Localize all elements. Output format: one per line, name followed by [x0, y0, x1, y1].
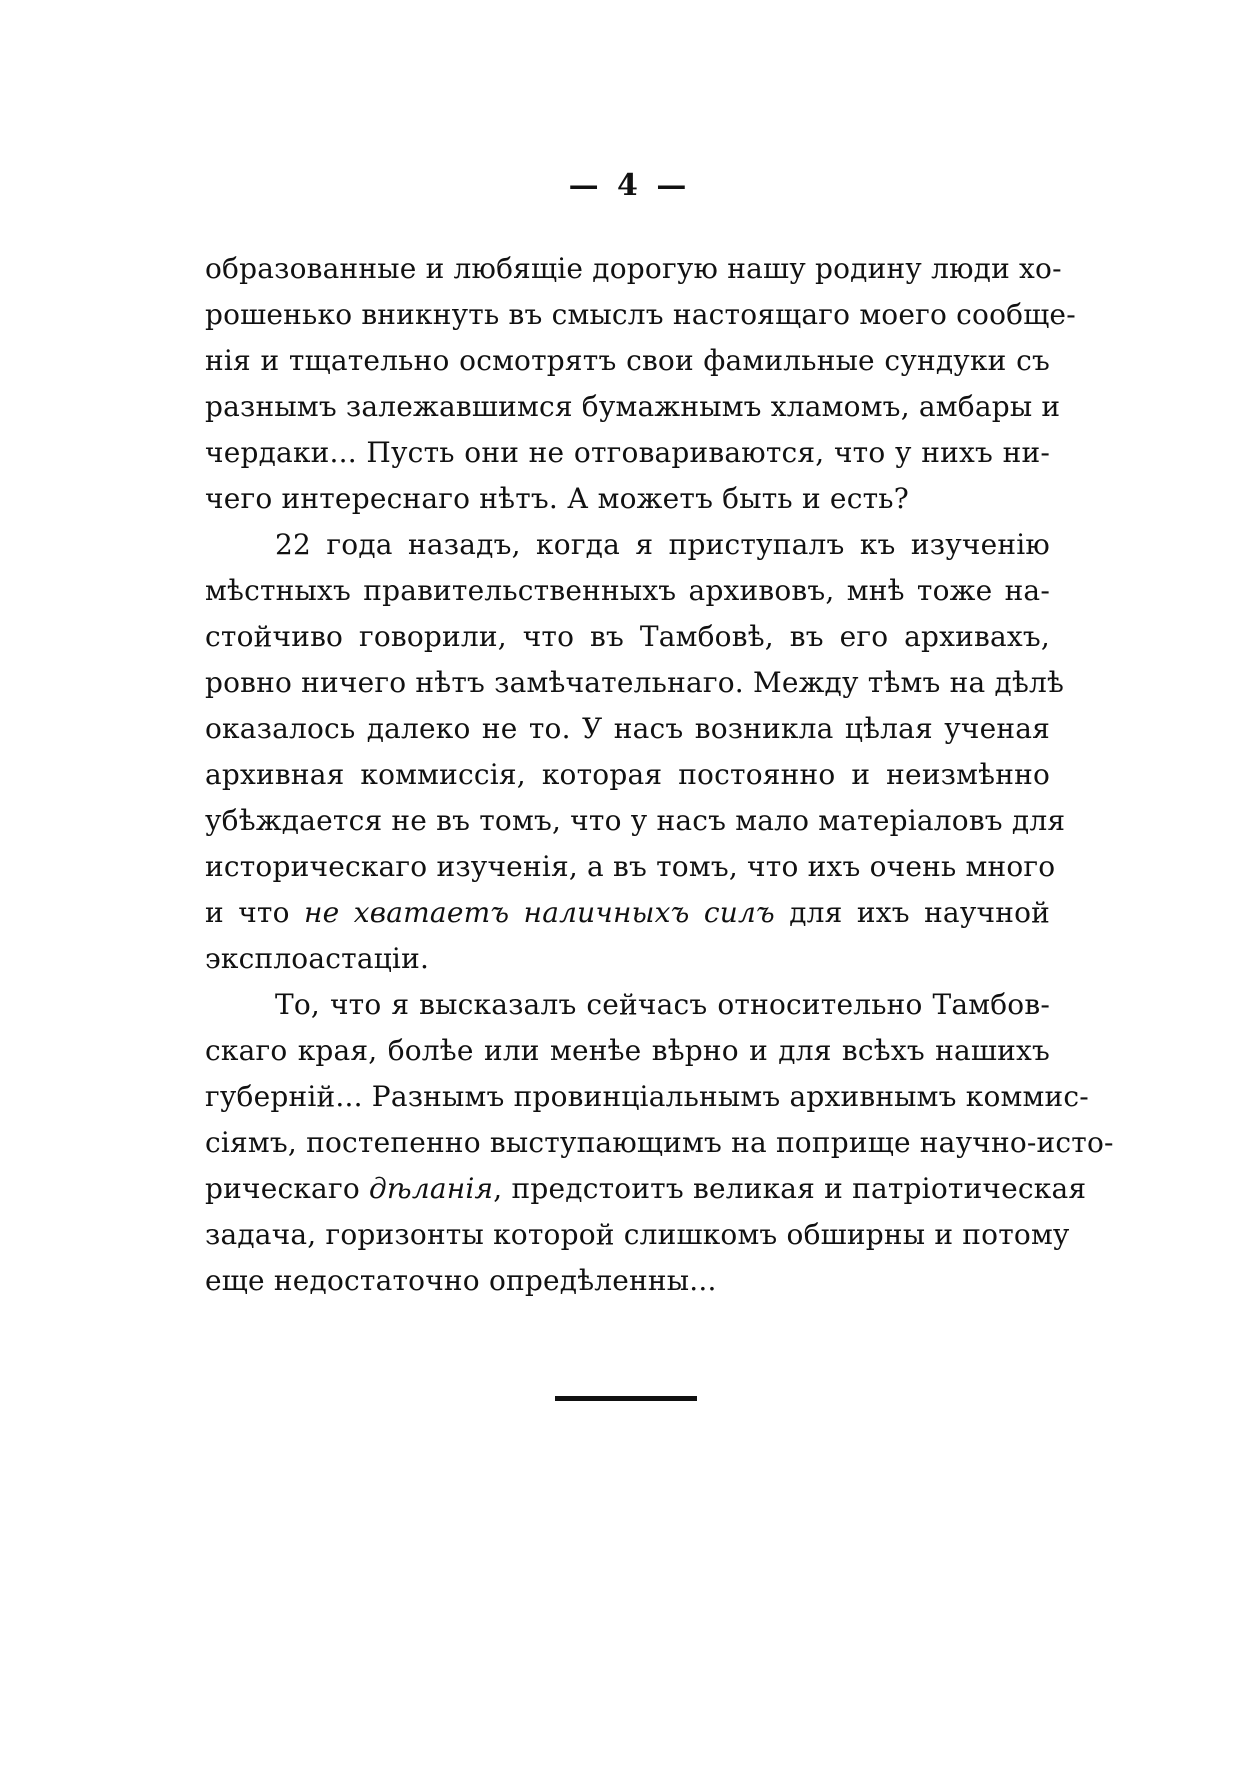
- text-line: оказалось далеко не то. У насъ возникла цѣлая ученая: [205, 712, 1050, 745]
- text-line: скаго края, болѣе или менѣе вѣрно и для всѣхъ нашихъ: [205, 1034, 1050, 1067]
- text-line: ровно ничего нѣтъ замѣчательнаго. Между тѣмъ на дѣлѣ: [205, 666, 1065, 699]
- text-line: 22 года назадъ, когда я приступалъ къ изученію: [275, 528, 1050, 561]
- page-number: — 4 —: [568, 168, 691, 203]
- paragraph-1: [205, 246, 1076, 522]
- text-line: рошенько вникнуть въ смыслъ настоящаго моего сообще-: [205, 298, 1076, 331]
- text-line: То, что я высказалъ сейчасъ относительно Тамбов-: [275, 988, 1050, 1021]
- text-segment: и что: [205, 896, 305, 929]
- italic-phrase: дѣланія: [368, 1172, 494, 1205]
- text-line: задача, горизонты которой слишкомъ обширны и потому: [205, 1218, 1070, 1251]
- paragraph-3: [205, 982, 1114, 1304]
- text-segment: рическаго: [205, 1172, 369, 1205]
- text-line: мѣстныхъ правительственныхъ архивовъ, мнѣ тоже на-: [205, 574, 1050, 607]
- italic-phrase: не хватаетъ наличныхъ силъ: [304, 896, 775, 929]
- text-line: эксплоастаціи.: [205, 942, 430, 975]
- text-line: архивная коммиссія, которая постоянно и неизмѣнно: [205, 758, 1050, 791]
- end-rule-divider: [555, 1396, 697, 1401]
- text-line: убѣждается не въ томъ, что у насъ мало матеріаловъ для: [205, 804, 1066, 837]
- text-line: чего интереснаго нѣтъ. А можетъ быть и есть?: [205, 482, 909, 515]
- text-line: [205, 890, 1050, 936]
- text-line: стойчиво говорили, что въ Тамбовѣ, въ его архивахъ,: [205, 620, 1050, 653]
- text-line: губерній... Разнымъ провинціальнымъ архивнымъ коммис-: [205, 1080, 1089, 1113]
- text-segment: , предстоитъ великая и патріотическая: [493, 1172, 1087, 1205]
- text-line: еще недостаточно опредѣленны...: [205, 1264, 717, 1297]
- text-line: разнымъ залежавшимся бумажнымъ хламомъ, амбары и: [205, 390, 1061, 423]
- text-line: историческаго изученія, а въ томъ, что ихъ очень много: [205, 850, 1056, 883]
- text-line: нія и тщательно осмотрятъ свои фамильные сундуки съ: [205, 344, 1050, 377]
- paragraph-2: [205, 522, 1066, 982]
- text-line: сіямъ, постепенно выступающимъ на поприще научно-исто-: [205, 1126, 1114, 1159]
- text-segment: для ихъ научной: [774, 896, 1050, 929]
- text-line: чердаки... Пусть они не отговариваются, что у нихъ ни-: [205, 436, 1050, 469]
- text-line: образованные и любящіе дорогую нашу родину люди хо-: [205, 252, 1062, 285]
- text-line: [205, 1166, 1087, 1212]
- body-text: [205, 246, 1114, 1304]
